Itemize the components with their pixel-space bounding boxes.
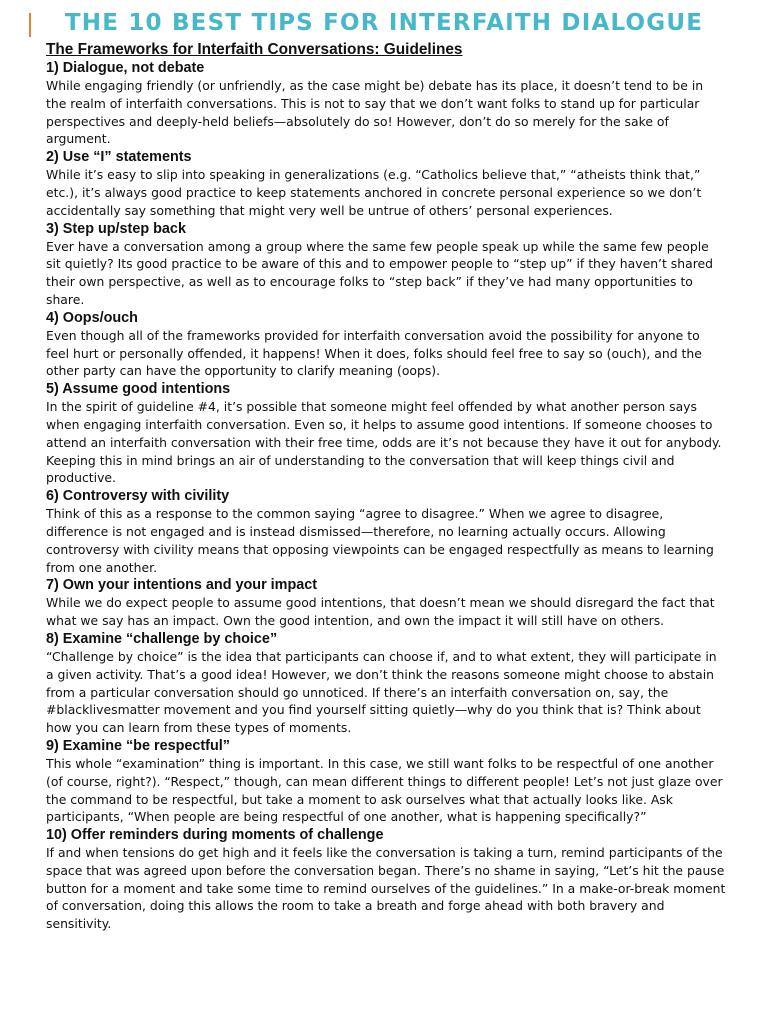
- document-subtitle: The Frameworks for Interfaith Conversations: Guidelines: [46, 41, 463, 58]
- guideline-body: While engaging friendly (or unfriendly, as the case might be) debate has its place, it doesn’t tend to be in the realm of interfaith conversations. This is not to say that we don’t want folks to stand up for particular perspectives and deeply-held beliefs—absolutely do so! However, don’t do so merely for the sake of argument.: [46, 78, 704, 147]
- guideline-heading: 3) Step up/step back: [46, 220, 186, 237]
- guideline-body: Think of this as a response to the common saying “agree to disagree.” When we agree to disagree, difference is not engaged and is instead dismissed—therefore, no learning actually occurs. Allowing controversy with civility means that opposing viewpoints can be engaged respectfully as means to learning from one another.: [46, 506, 714, 575]
- guideline-body: Even though all of the frameworks provided for interfaith conversation avoid the possibility for anyone to feel hurt or personally offended, it happens! When it does, folks should feel free to say so (ouch), and the other party can have the opportunity to clarify meaning (oops).: [46, 327, 702, 379]
- guideline-body: Ever have a conversation among a group where the same few people speak up while the same few people sit quietly? Its good practice to be aware of this and to empower people to “step up” if they haven’t shared their own perspective, as well as to encourage folks to “step back” if they’ve had many opportunities to share.: [46, 238, 714, 307]
- document-body: [46, 41, 726, 933]
- guideline-9: [46, 737, 726, 826]
- guideline-heading: 9) Examine “be respectful”: [46, 737, 230, 754]
- guideline-heading: 2) Use “I” statements: [46, 149, 192, 166]
- guideline-5: [46, 380, 726, 487]
- guideline-heading: 6) Controversy with civility: [46, 488, 230, 505]
- guideline-10: [46, 826, 726, 933]
- guideline-3: [46, 220, 726, 309]
- guideline-heading: 4) Oops/ouch: [46, 309, 138, 326]
- guideline-heading: 7) Own your intentions and your impact: [46, 577, 318, 594]
- guideline-body: While we do expect people to assume good intentions, that doesn’t mean we should disregard the fact that what we say has an impact. Own the good intention, and own the impact it will still have on others.: [46, 595, 715, 629]
- guideline-1: [46, 59, 726, 148]
- guideline-4: [46, 309, 726, 380]
- guideline-heading: 8) Examine “challenge by choice”: [46, 630, 278, 647]
- page-title: THE 10 BEST TIPS FOR INTERFAITH DIALOGUE: [64, 10, 704, 36]
- guideline-body: If and when tensions do get high and it feels like the conversation is taking a turn, remind participants of the space that was agreed upon before the conversation began. There’s no shame in saying, “Let’s hit the pause button for a moment and take some time to remind ourselves of the guidelines.” In a make-or-break moment of conversation, doing this allows the room to take a breath and forge ahead with both bravery and sensitivity.: [46, 845, 726, 932]
- guideline-body: “Challenge by choice” is the idea that participants can choose if, and to what extent, they will participate in a given activity. That’s a good idea! However, we don’t think the reasons someone might choose to abstain from a particular conversation should go unnoticed. If there’s an interfaith conversation on, say, the #blacklivesmatter movement and you find yourself sitting quietly—why do you think that is? Think about how you can learn from these types of moments.: [46, 648, 717, 736]
- guideline-heading: 1) Dialogue, not debate: [46, 60, 205, 76]
- guideline-body: In the spirit of guideline #4, it’s possible that someone might feel offended by what another person says when engaging interfaith conversation. Even so, it helps to assume good intentions. If someone chooses to attend an interfaith conversation with their free time, odds are it’s not because they have it out for anybody. Keeping this in mind brings an air of understanding to the conversation that will keep things civil and productive.: [46, 399, 722, 486]
- guideline-heading: 5) Assume good intentions: [46, 381, 231, 398]
- guideline-7: [46, 576, 726, 630]
- guideline-heading: 10) Offer reminders during moments of challenge: [46, 827, 384, 844]
- guideline-6: [46, 487, 726, 576]
- guideline-8: [46, 630, 726, 737]
- guideline-2: [46, 148, 726, 219]
- guideline-body: This whole “examination” thing is important. In this case, we still want folks to be respectful of one another (of course, right?). “Respect,” though, can mean different things to different people! Let’s not just glaze over the command to be respectful, but take a moment to ask ourselves what that actually looks like. Ask participants, “When people are being respectful of one another, what is happening specifically?”: [46, 755, 723, 825]
- guideline-body: While it’s easy to slip into speaking in generalizations (e.g. “Catholics believe that,” “atheists think that,” etc.), it’s always good practice to keep statements anchored in concrete personal experience so we don’t accidentally say something that might very well be untrue of others’ personal experiences.: [46, 167, 702, 218]
